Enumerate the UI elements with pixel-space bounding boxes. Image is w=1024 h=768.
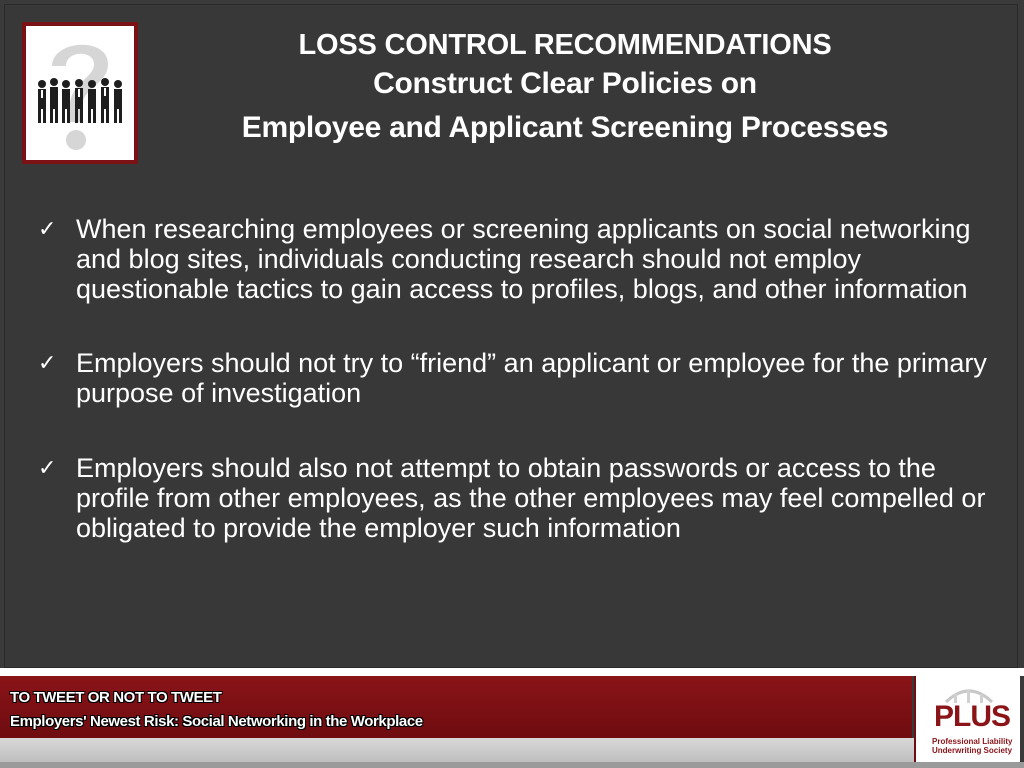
bullet-text: Employers should also not attempt to obtain passwords or access to the profile from other employees, as the other employees may feel compelled or obligated to provide the employer such information <box>76 453 986 543</box>
footer-title: TO TWEET OR NOT TO TWEET <box>10 689 222 706</box>
bullet-item <box>34 214 1000 304</box>
plus-logo <box>914 676 1020 762</box>
footer-subtitle: Employers' Newest Risk: Social Networking in the Workplace <box>10 713 423 730</box>
plus-brand-subtitle-1: Professional Liability <box>932 737 1013 746</box>
check-mark-icon: ✓ <box>38 350 57 375</box>
check-mark-icon: ✓ <box>38 216 57 241</box>
title-line-1: LOSS CONTROL RECOMMENDATIONS <box>298 29 832 61</box>
footer-divider <box>0 668 1024 676</box>
slide-title <box>150 28 980 150</box>
question-mark-business-people-icon <box>26 26 134 160</box>
check-mark-icon: ✓ <box>38 455 57 480</box>
logo-frame <box>22 22 138 164</box>
bullet-item <box>34 453 1000 543</box>
bullet-text: Employers should not try to “friend” an applicant or employee for the primary purpose of investigation <box>76 348 987 408</box>
plus-brand-subtitle-2: Underwriting Society <box>932 746 1013 755</box>
plus-brand-text: PLUS <box>934 700 1011 733</box>
title-line-2: Construct Clear Policies on <box>373 67 757 100</box>
title-line-3: Employee and Applicant Screening Processes <box>241 111 889 144</box>
bullet-item <box>34 348 1000 408</box>
bullet-text: When researching employees or screening applicants on social networking and blog sites, individuals conducting research should not employ questionable tactics to gain access to profiles, blogs, and other information <box>76 214 971 304</box>
footer-bottom-edge <box>0 762 1024 768</box>
bullet-list <box>34 214 1000 587</box>
